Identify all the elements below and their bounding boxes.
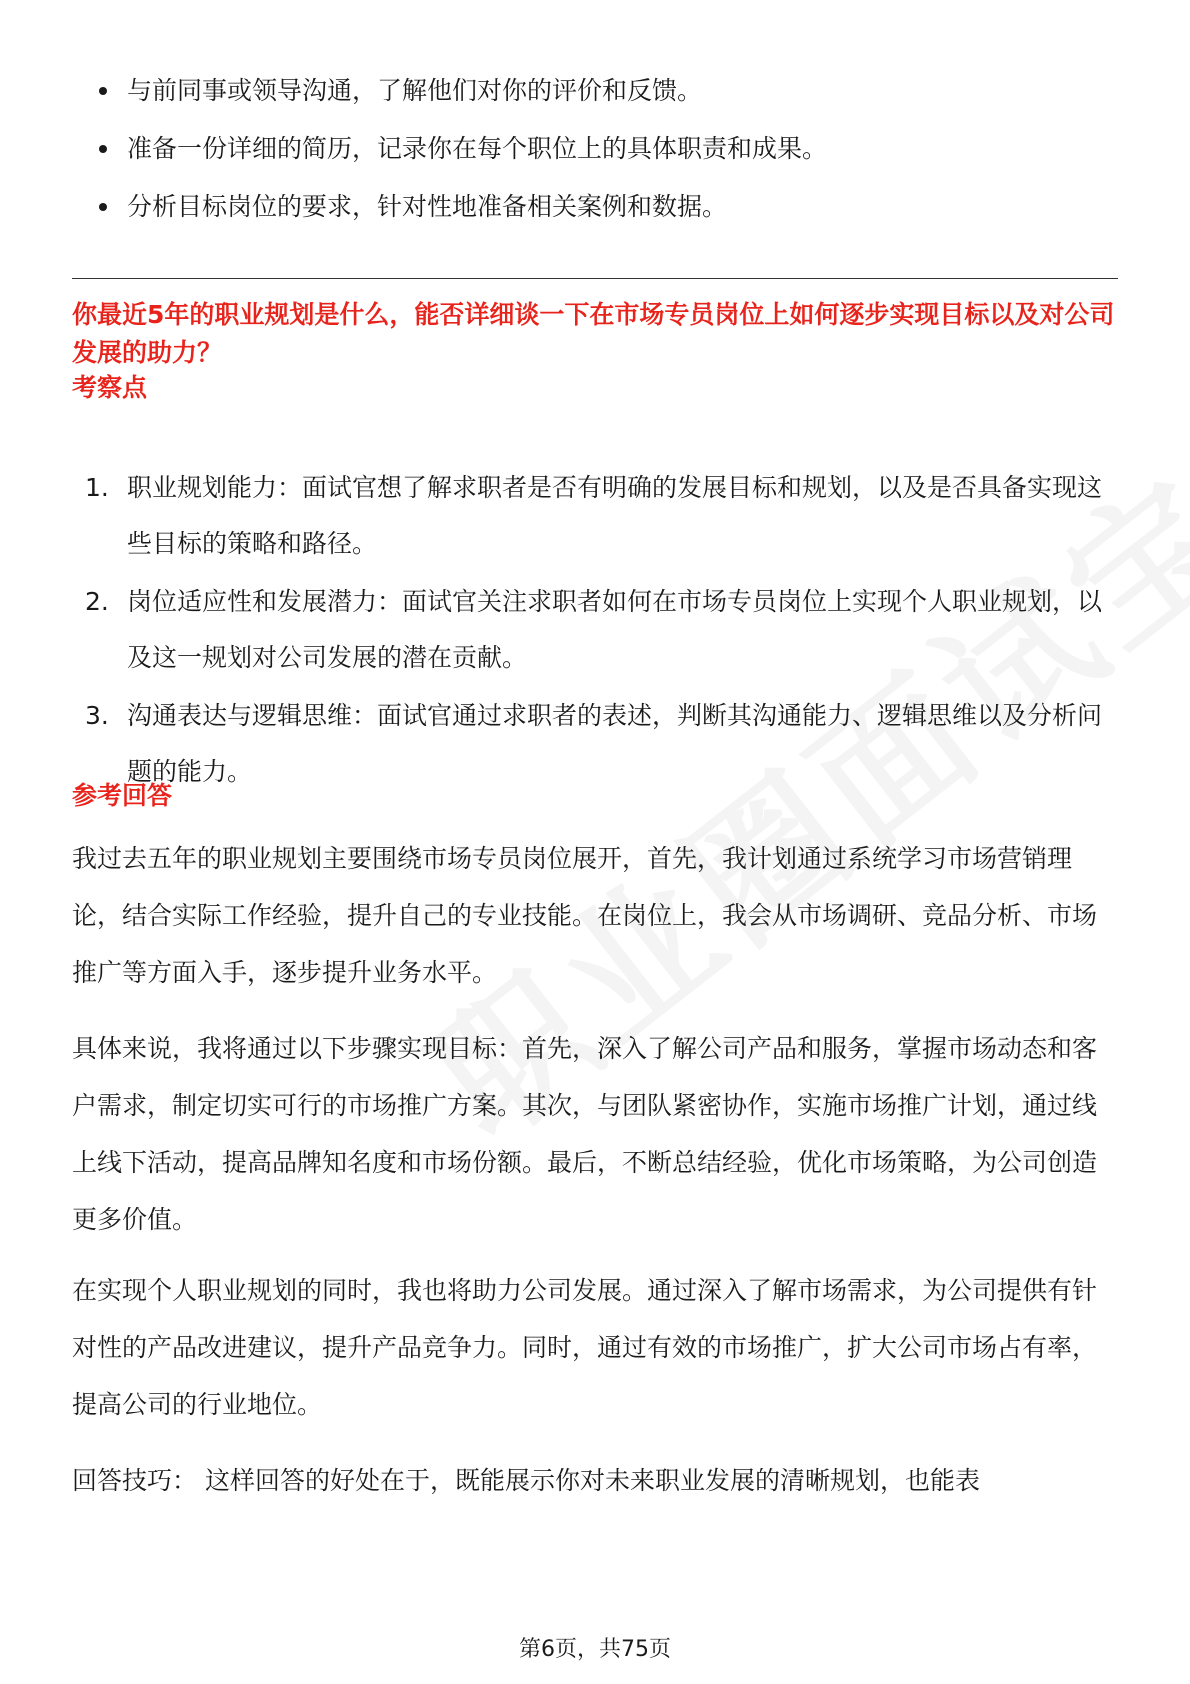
item-text: 职业规划能力：面试官想了解求职者是否有明确的发展目标和规划，以及是否具备实现这些目标的策略和路径。 [127, 473, 1103, 558]
answer-paragraph: 在实现个人职业规划的同时，我也将助力公司发展。通过深入了解市场需求，为公司提供有针对性的产品改进建议，提升产品竞争力。同时，通过有效的市场推广，扩大公司市场占有率，提高公司的行业地位。 [72, 1276, 1098, 1419]
bullet-dot-icon [99, 87, 107, 95]
bullet-list [95, 62, 1095, 236]
item-number: 3. [85, 701, 109, 730]
item-number: 2. [85, 587, 109, 616]
list-item [72, 460, 1118, 572]
exam-points-heading: 考察点 [72, 373, 148, 402]
bullet-dot-icon [99, 203, 107, 211]
exam-points-list [72, 460, 1118, 802]
list-item [72, 574, 1118, 686]
bullet-text: 与前同事或领导沟通，了解他们对你的评价和反馈。 [127, 76, 703, 105]
list-item [95, 120, 1095, 178]
bullet-text: 分析目标岗位的要求，针对性地准备相关案例和数据。 [127, 192, 728, 221]
item-text: 沟通表达与逻辑思维：面试官通过求职者的表述，判断其沟通能力、逻辑思维以及分析问题的能力。 [127, 701, 1103, 786]
answer-tips-paragraph: 回答技巧： 这样回答的好处在于，既能展示你对未来职业发展的清晰规划，也能表 [72, 1466, 980, 1495]
item-number: 1. [85, 473, 109, 502]
answer-paragraph: 具体来说，我将通过以下步骤实现目标：首先，深入了解公司产品和服务，掌握市场动态和客户需求，制定切实可行的市场推广方案。其次，与团队紧密协作，实施市场推广计划，通过线上线下活动，提高品牌知名度和市场份额。最后，不断总结经验，优化市场策略，为公司创造更多价值。 [72, 1034, 1098, 1234]
section-divider [72, 278, 1118, 279]
item-text: 岗位适应性和发展潜力：面试官关注求职者如何在市场专员岗位上实现个人职业规划，以及这一规划对公司发展的潜在贡献。 [127, 587, 1103, 672]
list-item [95, 62, 1095, 120]
reference-answer-heading: 参考回答 [72, 781, 173, 810]
question-heading: 你最近5年的职业规划是什么，能否详细谈一下在市场专员岗位上如何逐步实现目标以及对公司发展的助力？ [72, 300, 1115, 367]
bullet-text: 准备一份详细的简历，记录你在每个职位上的具体职责和成果。 [127, 134, 828, 163]
list-item [95, 178, 1095, 236]
list-item [72, 688, 1118, 800]
page-number: 第6页，共75页 [519, 1637, 671, 1662]
bullet-dot-icon [99, 145, 107, 153]
answer-paragraph: 我过去五年的职业规划主要围绕市场专员岗位展开，首先，我计划通过系统学习市场营销理论，结合实际工作经验，提升自己的专业技能。在岗位上，我会从市场调研、竞品分析、市场推广等方面入手，逐步提升业务水平。 [72, 844, 1098, 987]
